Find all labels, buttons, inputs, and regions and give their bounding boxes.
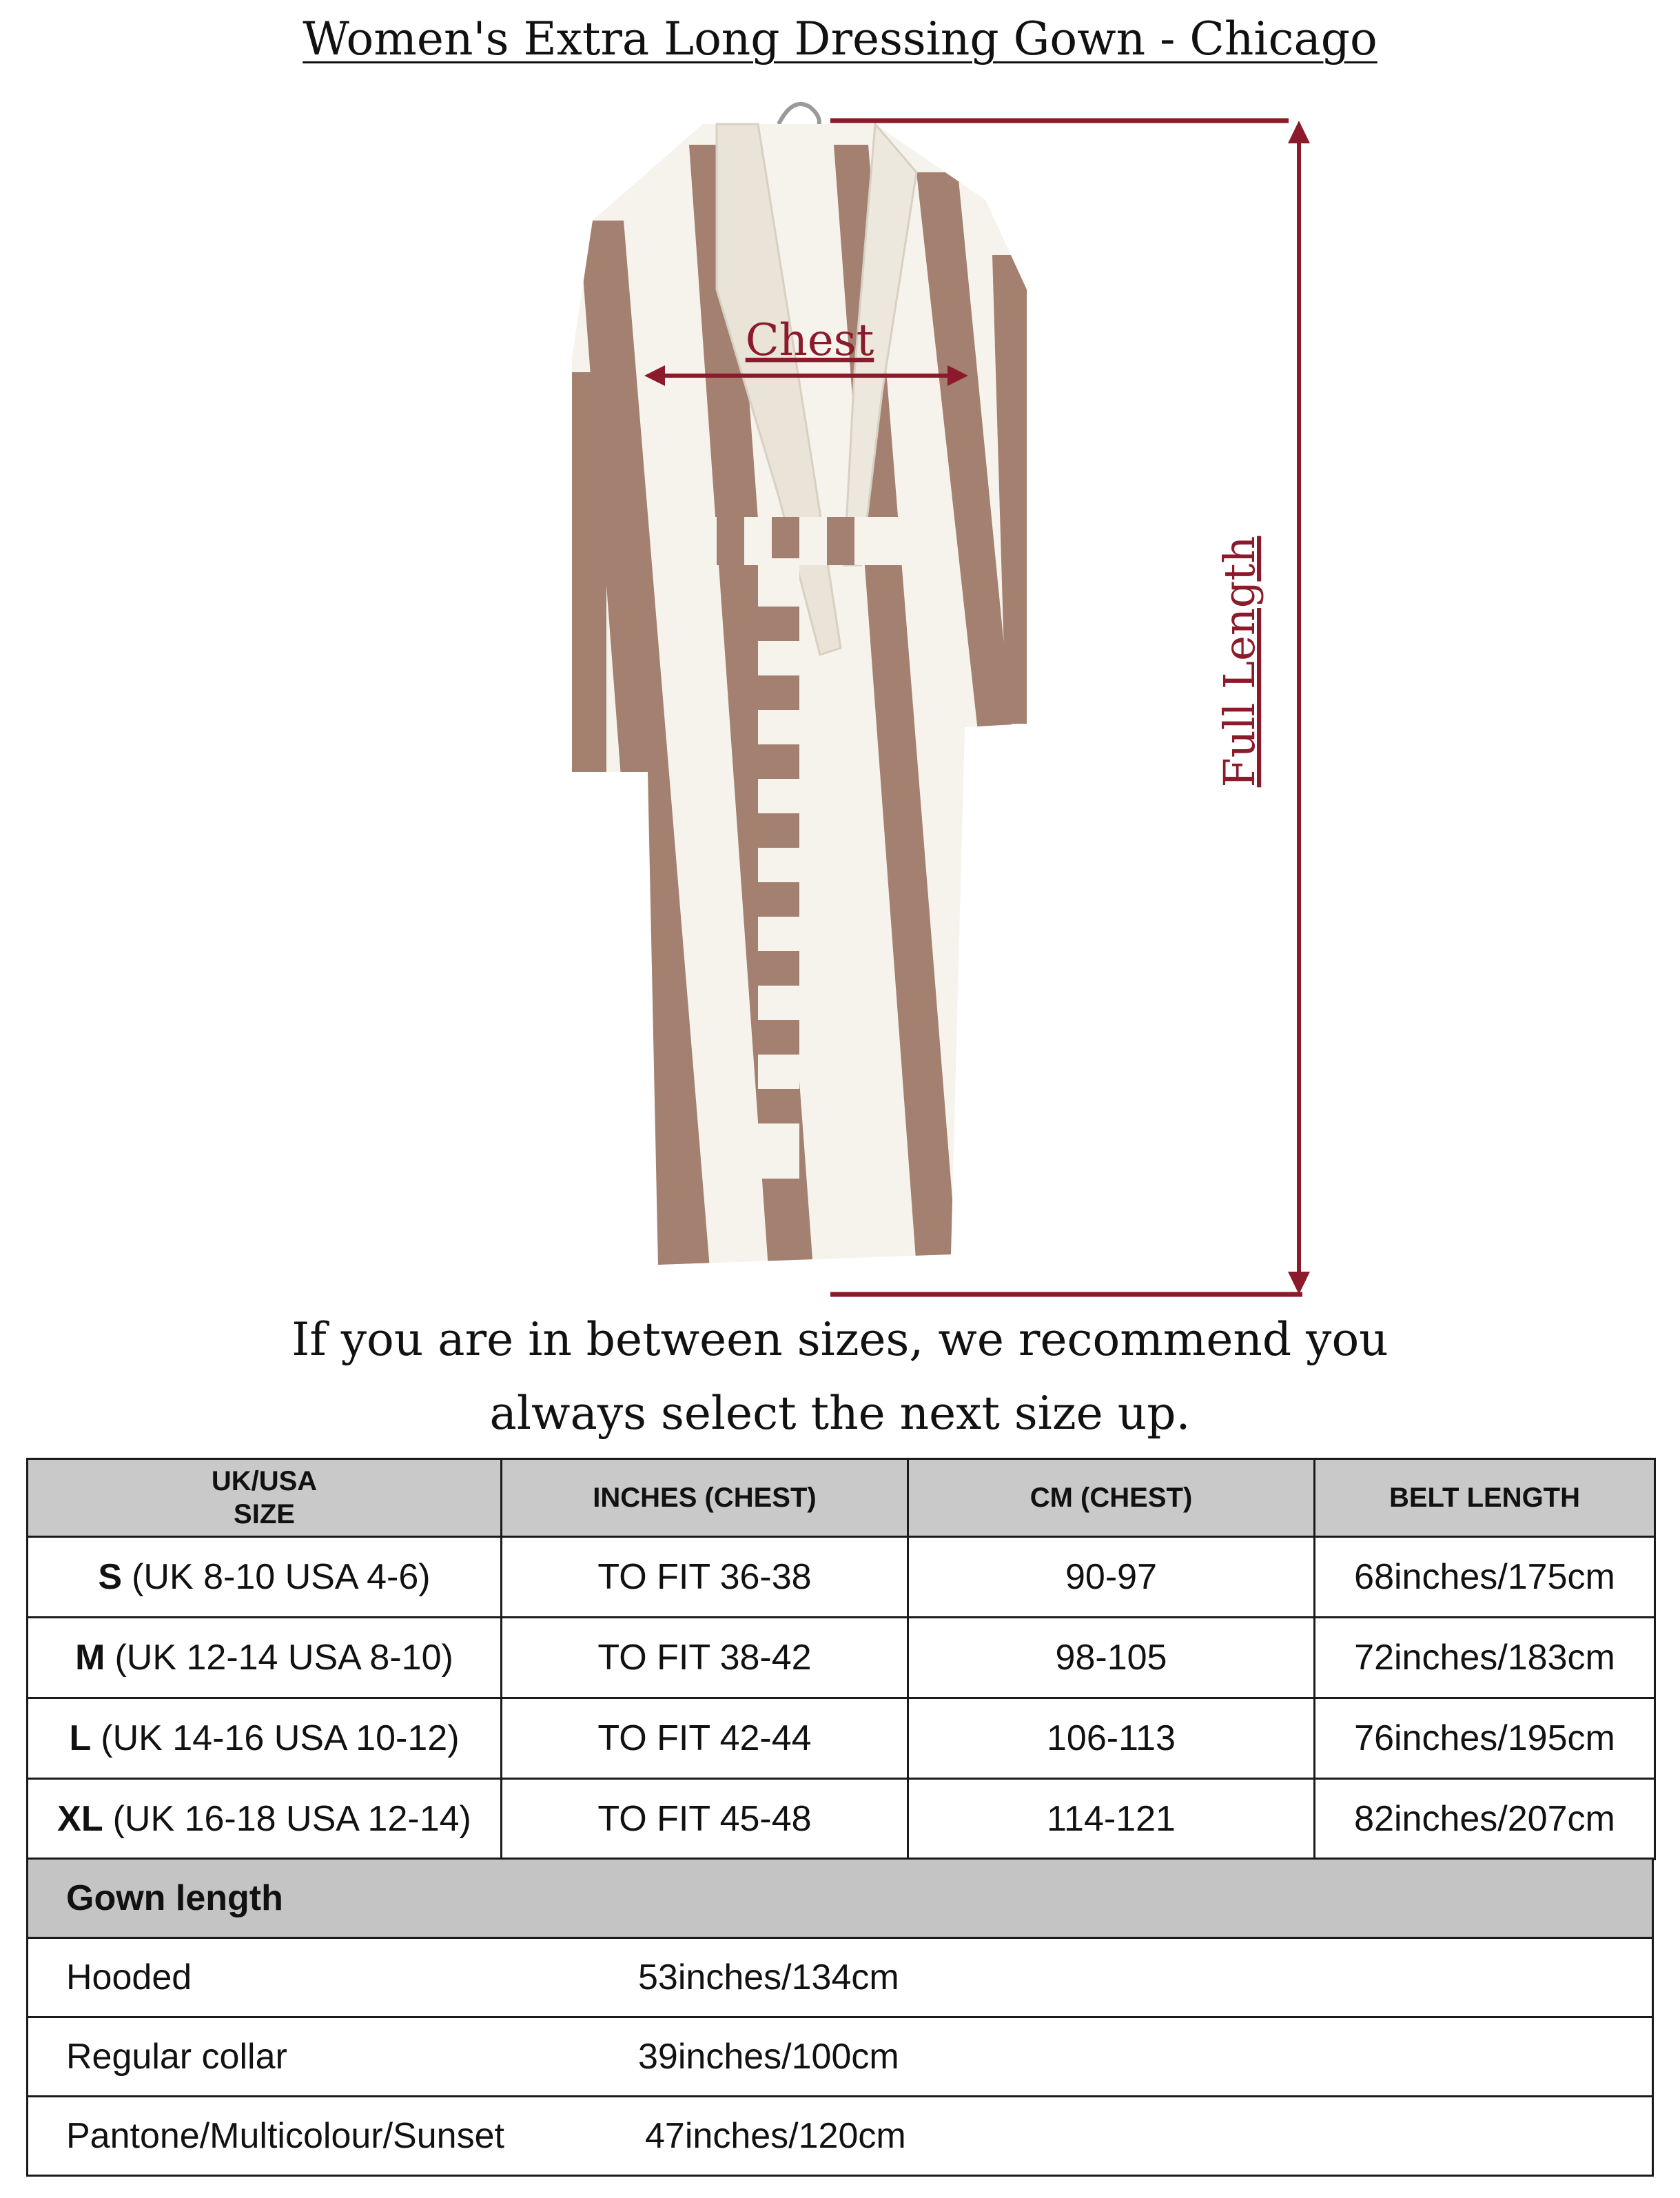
gown-length-table <box>26 1858 1654 2177</box>
gown-length-value: 53inches/134cm <box>638 1957 899 1997</box>
gown-length-cell <box>28 1938 1653 2017</box>
gown-illustration <box>0 83 1680 1310</box>
gown-style: Regular collar <box>66 2037 287 2077</box>
cm-cell: 114-121 <box>908 1779 1315 1860</box>
inches-cell: TO FIT 45-48 <box>502 1779 908 1860</box>
size-cell <box>28 1537 502 1618</box>
table-row <box>28 2017 1653 2097</box>
table-row <box>28 1698 1655 1779</box>
header-belt: BELT LENGTH <box>1315 1459 1655 1537</box>
size-advice-line-2: always select the next size up. <box>489 1387 1191 1440</box>
header-inches: INCHES (CHEST) <box>502 1459 908 1537</box>
header-cm: CM (CHEST) <box>908 1459 1315 1537</box>
size-cell <box>28 1618 502 1698</box>
size-table <box>26 1458 1656 1860</box>
cm-cell: 98-105 <box>908 1618 1315 1698</box>
page-title: Women's Extra Long Dressing Gown - Chicago <box>303 12 1377 65</box>
size-range: (UK 12-14 USA 8-10) <box>114 1638 453 1678</box>
table-row <box>28 1938 1653 2017</box>
gown-length-value: 39inches/100cm <box>638 2037 899 2077</box>
belt-cell: 82inches/207cm <box>1315 1779 1655 1860</box>
table-row <box>28 1618 1655 1698</box>
full-length-label: Full Length <box>1214 536 1264 788</box>
chest-label: Chest <box>745 315 874 366</box>
size-letter: S <box>98 1557 123 1597</box>
size-cell <box>28 1779 502 1860</box>
gown-length-cell <box>28 2097 1653 2176</box>
size-range: (UK 16-18 USA 12-14) <box>112 1799 471 1839</box>
cm-cell: 106-113 <box>908 1698 1315 1779</box>
inches-cell: TO FIT 38-42 <box>502 1618 908 1698</box>
size-cell <box>28 1698 502 1779</box>
size-range: (UK 14-16 USA 10-12) <box>101 1718 460 1758</box>
gown-length-value: 47inches/120cm <box>645 2116 906 2156</box>
cm-cell: 90-97 <box>908 1537 1315 1618</box>
size-letter: L <box>69 1718 92 1758</box>
belt-cell: 68inches/175cm <box>1315 1537 1655 1618</box>
table-row <box>28 1537 1655 1618</box>
gown-length-heading: Gown length <box>28 1859 1653 1938</box>
size-range: (UK 8-10 USA 4-6) <box>132 1557 431 1597</box>
size-advice-line-1: If you are in between sizes, we recommend you <box>291 1313 1389 1366</box>
table-row <box>28 2097 1653 2176</box>
gown-length-cell <box>28 2017 1653 2097</box>
header-size: UK/USA SIZE <box>28 1459 502 1537</box>
size-letter: XL <box>57 1799 103 1839</box>
belt-cell: 76inches/195cm <box>1315 1698 1655 1779</box>
table-row <box>28 1779 1655 1860</box>
gown-style: Hooded <box>66 1957 192 1997</box>
size-letter: M <box>75 1638 105 1678</box>
inches-cell: TO FIT 36-38 <box>502 1537 908 1618</box>
gown-length-header-row <box>28 1859 1653 1938</box>
inches-cell: TO FIT 42-44 <box>502 1698 908 1779</box>
gown-style: Pantone/Multicolour/Sunset <box>66 2116 504 2156</box>
size-table-header-row <box>28 1459 1655 1537</box>
belt-cell: 72inches/183cm <box>1315 1618 1655 1698</box>
